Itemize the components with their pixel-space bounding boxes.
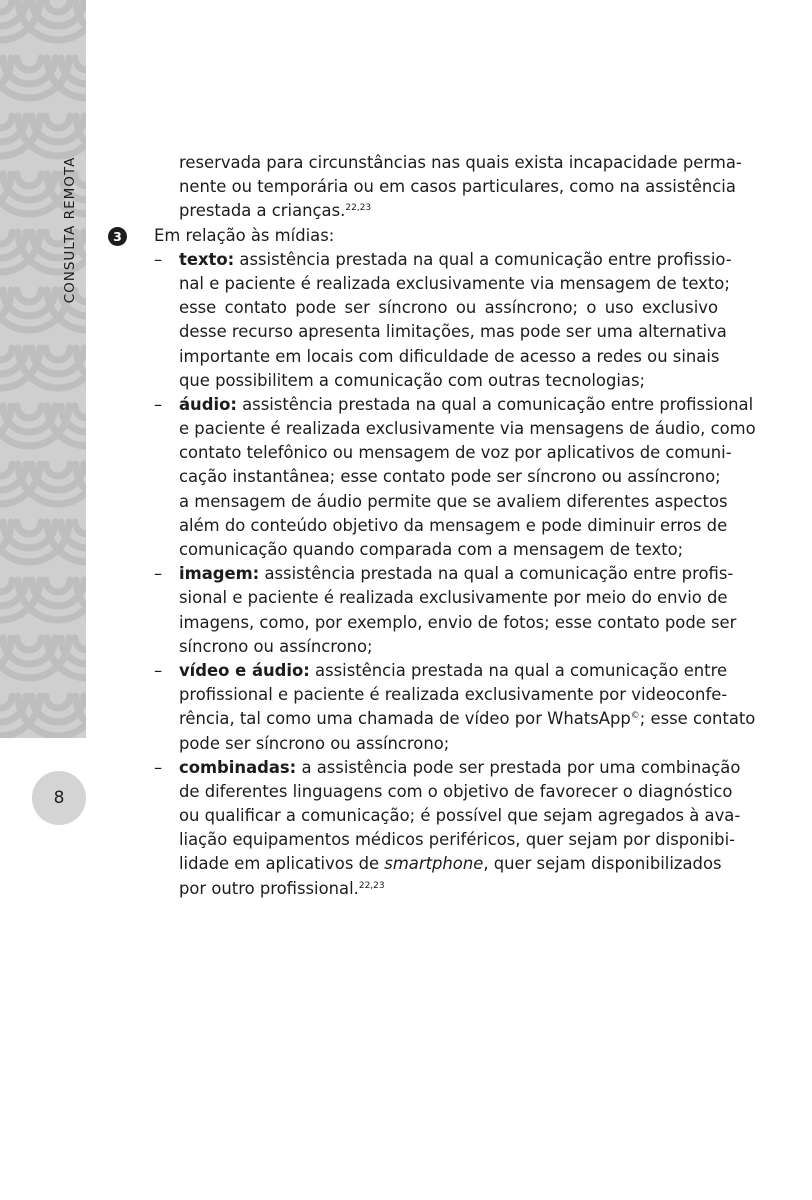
section-label: CONSULTA REMOTA <box>62 156 78 304</box>
page-number: 8 <box>32 771 86 825</box>
wave-arc <box>17 406 41 418</box>
text-line: esse contato pode ser síncrono ou assíncrono; o uso exclusivo <box>179 298 718 318</box>
text-line <box>108 562 734 586</box>
wave-arc <box>17 638 41 650</box>
text-line: e paciente é realizada exclusivamente via mensagens de áudio, como <box>179 419 756 439</box>
term-label: texto: <box>179 249 235 269</box>
text-span: assistência prestada na qual a comunicação entre profissio- <box>234 249 732 269</box>
term-label: áudio: <box>179 394 237 414</box>
wave-arc <box>46 464 70 476</box>
text-line: de diferentes linguagens com o objetivo de favorecer o diagnóstico <box>179 781 733 801</box>
list-item-combinadas <box>108 756 741 901</box>
text-span: assistência prestada na qual a comunicação entre profissional <box>236 394 754 414</box>
text-span: , quer sejam disponibilizados <box>483 854 722 874</box>
text-line <box>108 393 754 417</box>
text-line <box>108 877 718 901</box>
text-span: rência, tal como uma chamada de vídeo por WhatsApp <box>179 709 631 729</box>
text-line: desse recurso apresenta limitações, mas pode ser uma alternativa <box>179 322 727 342</box>
text-line: pode ser síncrono ou assíncrono; <box>179 733 450 753</box>
wave-arc <box>17 522 41 534</box>
text-line: reservada para circunstâncias nas quais exista incapacidade perma- <box>179 153 742 172</box>
text-line <box>108 248 732 272</box>
dash-bullet: – <box>154 660 163 680</box>
list-item-video-audio <box>108 659 756 756</box>
item-title: Em relação às mídias: <box>154 225 335 245</box>
text-span: assistência prestada na qual a comunicação entre profis- <box>259 564 734 584</box>
wave-arc <box>46 348 70 360</box>
wave-arc <box>46 696 70 708</box>
text-line <box>108 199 718 223</box>
wave-arc <box>17 290 41 302</box>
text-line: a mensagem de áudio permite que se avaliem diferentes aspectos <box>179 491 728 511</box>
text-line: importante em locais com dificuldade de acesso a redes ou sinais <box>179 346 720 366</box>
dash-bullet: – <box>154 564 163 584</box>
term-label: vídeo e áudio: <box>179 660 310 680</box>
wave-arc <box>0 580 12 592</box>
text-line <box>108 707 756 731</box>
citation-ref: 22,23 <box>358 880 385 891</box>
dash-bullet: – <box>154 394 163 414</box>
wave-arc <box>0 0 12 12</box>
text-line <box>108 659 728 683</box>
wave-arc <box>46 0 70 12</box>
italic-term: smartphone <box>384 854 484 874</box>
text-line <box>108 852 722 876</box>
text-span: prestada a crianças. <box>179 201 346 221</box>
numbered-item-3 <box>108 224 718 248</box>
wave-arc <box>0 232 12 244</box>
term-label: combinadas: <box>179 757 297 777</box>
wave-arc <box>0 696 12 708</box>
text-span: assistência prestada na qual a comunicação entre <box>309 660 728 680</box>
text-line: síncrono ou assíncrono; <box>179 636 373 656</box>
wave-arc <box>46 580 70 592</box>
text-line: comunicação quando comparada com a mensagem de texto; <box>179 540 684 559</box>
side-band <box>0 0 86 738</box>
text-span: lidade em aplicativos de <box>179 854 385 874</box>
document-body <box>108 151 756 901</box>
text-line: liação equipamentos médicos periféricos, quer sejam por disponibi- <box>179 830 736 850</box>
list-item-audio <box>108 393 756 562</box>
text-line: ou qualificar a comunicação; é possível que sejam agregados à ava- <box>179 806 741 826</box>
text-line: profissional e paciente é realizada exclusivamente por videoconfe- <box>179 685 728 705</box>
dash-bullet: – <box>154 757 163 777</box>
text-span: ; esse contato <box>639 709 756 729</box>
text-line: cação instantânea; esse contato pode ser síncrono ou assíncrono; <box>179 467 721 487</box>
text-line: nente ou temporária ou em casos particulares, como na assistência <box>179 177 736 197</box>
text-line: contato telefônico ou mensagem de voz por aplicativos de comuni- <box>179 443 732 463</box>
term-label: imagem: <box>179 564 260 584</box>
citation-ref: 22,23 <box>345 203 372 214</box>
list-item-imagem <box>108 562 737 659</box>
wave-arc <box>0 464 12 476</box>
copyright-mark: © <box>630 711 640 722</box>
text-line: que possibilitem a comunicação com outras tecnologias; <box>179 370 646 390</box>
text-line: sional e paciente é realizada exclusivamente por meio do envio de <box>179 588 728 608</box>
wave-arc <box>0 116 12 128</box>
text-line: imagens, como, por exemplo, envio de fotos; esse contato pode ser <box>179 612 737 632</box>
intro-paragraph <box>108 151 742 224</box>
dash-bullet: – <box>154 249 163 269</box>
text-line <box>108 756 741 780</box>
wave-pattern-decoration <box>0 0 86 738</box>
wave-arc <box>0 348 12 360</box>
wave-arc <box>75 638 86 650</box>
wave-arc <box>75 58 86 70</box>
text-line: além do conteúdo objetivo da mensagem e pode diminuir erros de <box>179 515 728 535</box>
text-span: por outro profissional. <box>179 878 359 898</box>
numbered-marker-icon: 3 <box>108 227 127 246</box>
wave-arc <box>75 522 86 534</box>
wave-arc <box>46 116 70 128</box>
text-span: a assistência pode ser prestada por uma combinação <box>296 757 741 777</box>
wave-arc <box>17 174 41 186</box>
wave-arc <box>17 58 41 70</box>
wave-arc <box>75 406 86 418</box>
text-line: nal e paciente é realizada exclusivamente via mensagem de texto; <box>179 273 730 293</box>
list-item-texto <box>108 248 732 393</box>
